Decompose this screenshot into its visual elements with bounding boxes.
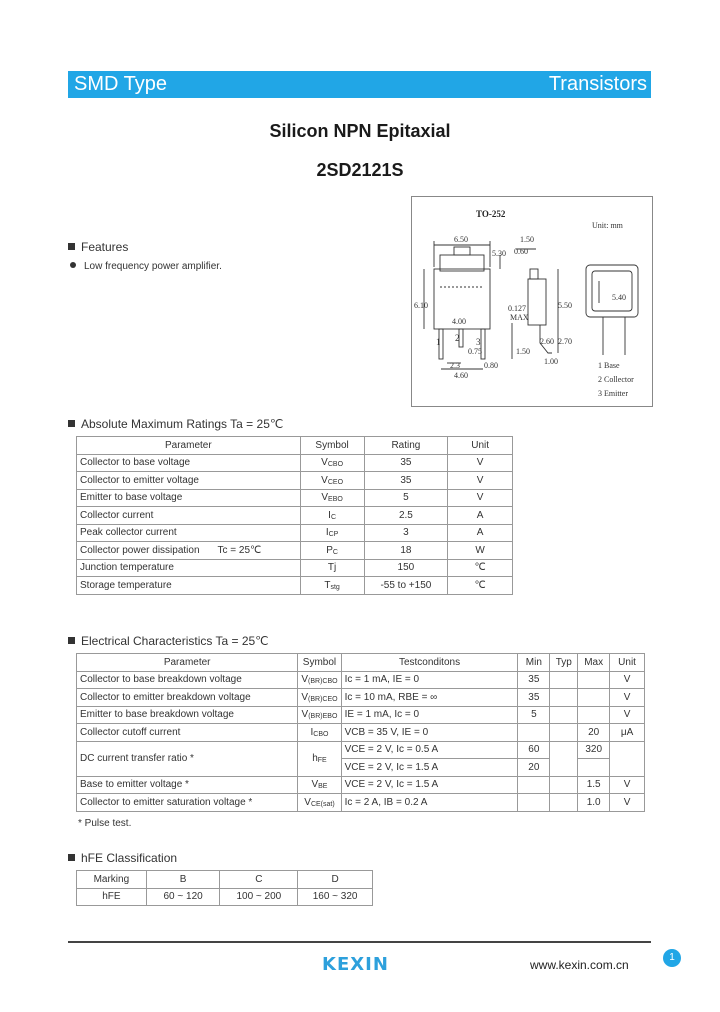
rating-cell: 150: [364, 559, 448, 577]
square-bullet-icon: [68, 637, 75, 644]
pin-number: 1: [436, 337, 441, 347]
symbol-cell: VCBO: [300, 454, 364, 472]
table-row: [77, 472, 513, 490]
dim-label: 5.40: [612, 293, 626, 302]
typ-cell: [550, 671, 578, 689]
param-cell: Junction temperature: [77, 559, 301, 577]
dim-label: 4.00: [452, 317, 466, 326]
hfe-cell: 160 ~ 320: [298, 888, 373, 906]
dim-label: 1.50: [516, 347, 530, 356]
min-cell: 60: [518, 741, 550, 759]
elec-table: [76, 653, 645, 812]
symbol-cell: Tj: [300, 559, 364, 577]
dim-label: 0.75: [468, 347, 482, 356]
param-cell: Base to emitter voltage *: [77, 776, 298, 794]
symbol-cell: PC: [300, 542, 364, 560]
table-row: [77, 542, 513, 560]
dim-label: 6.50: [454, 235, 468, 244]
param-cell: Collector to base breakdown voltage: [77, 671, 298, 689]
param-cell: Collector to emitter saturation voltage *: [77, 794, 298, 812]
dim-label: 0.60: [514, 247, 528, 256]
table-row: [77, 724, 645, 742]
table-row: [77, 507, 513, 525]
param-cell: Collector to emitter breakdown voltage: [77, 689, 298, 707]
table-row: [77, 524, 513, 542]
table-row: [77, 776, 645, 794]
abs-max-heading: Absolute Maximum Ratings Ta = 25℃: [68, 417, 283, 431]
header-left: SMD Type: [74, 73, 167, 95]
hfe-cell: 100 ~ 200: [220, 888, 298, 906]
package-name: TO-252: [476, 209, 506, 219]
unit-cell: ℃: [448, 577, 513, 595]
rating-cell: 35: [364, 454, 448, 472]
unit-label: Unit: mm: [592, 221, 623, 230]
column-header: Min: [518, 654, 550, 672]
param-cell: Emitter to base breakdown voltage: [77, 706, 298, 724]
table-row: [77, 671, 645, 689]
typ-cell: [550, 741, 578, 776]
feature-item: Low frequency power amplifier.: [70, 261, 222, 272]
header-bar: [68, 71, 651, 98]
dim-label: 0.80: [484, 361, 498, 370]
square-bullet-icon: [68, 420, 75, 427]
part-number: 2SD2121S: [316, 160, 404, 180]
max-cell: 20: [578, 724, 610, 742]
dim-label: 1.00: [544, 357, 558, 366]
max-cell: [578, 689, 610, 707]
min-cell: 20: [518, 759, 550, 777]
typ-cell: [550, 706, 578, 724]
unit-cell: W: [448, 542, 513, 560]
hfe-table: [76, 870, 373, 906]
symbol-cell: hFE: [298, 741, 341, 776]
symbol-cell: VBE: [298, 776, 341, 794]
pin-number: 3: [476, 337, 481, 347]
pin-legend: 3 Emitter: [598, 389, 628, 398]
table-header-row: [77, 437, 513, 455]
page-number-badge: 1: [663, 949, 681, 967]
pin-legend: 2 Collector: [598, 375, 634, 384]
condition-cell: Ic = 1 mA, IE = 0: [341, 671, 518, 689]
table-row: [77, 489, 513, 507]
unit-cell: ℃: [448, 559, 513, 577]
column-header: Parameter: [77, 437, 301, 455]
abs-max-table: [76, 436, 513, 595]
param-cell: Storage temperature: [77, 577, 301, 595]
hfe-cell: C: [220, 871, 298, 889]
max-cell: 320: [578, 741, 610, 759]
column-header: Symbol: [298, 654, 341, 672]
dim-label: MAX: [510, 313, 529, 322]
column-header: Parameter: [77, 654, 298, 672]
param-cell: Collector to emitter voltage: [77, 472, 301, 490]
table-header-row: [77, 871, 373, 889]
min-cell: [518, 724, 550, 742]
symbol-cell: IC: [300, 507, 364, 525]
unit-cell: V: [448, 454, 513, 472]
dim-label: 4.60: [454, 371, 468, 380]
pin-legend: 1 Base: [598, 361, 620, 370]
typ-cell: [550, 724, 578, 742]
symbol-cell: VCE(sat): [298, 794, 341, 812]
hfe-heading: hFE Classification: [68, 851, 177, 865]
param-cell: DC current transfer ratio *: [77, 741, 298, 776]
min-cell: [518, 776, 550, 794]
typ-cell: [550, 689, 578, 707]
symbol-cell: V(BR)CEO: [298, 689, 341, 707]
table-row: [77, 559, 513, 577]
website-url[interactable]: www.kexin.com.cn: [530, 958, 629, 972]
min-cell: 35: [518, 689, 550, 707]
dim-label: 2.60: [540, 337, 554, 346]
square-bullet-icon: [68, 243, 75, 250]
symbol-cell: ICP: [300, 524, 364, 542]
condition-cell: VCE = 2 V, Ic = 1.5 A: [341, 759, 518, 777]
table-row: [77, 689, 645, 707]
unit-cell: V: [610, 671, 645, 689]
min-cell: 35: [518, 671, 550, 689]
min-cell: 5: [518, 706, 550, 724]
hfe-cell: B: [146, 871, 220, 889]
condition-cell: VCE = 2 V, Ic = 0.5 A: [341, 741, 518, 759]
rating-cell: 5: [364, 489, 448, 507]
kexin-logo: KEXIN: [322, 954, 389, 975]
dim-label: 6.10: [414, 301, 428, 310]
table-row: [77, 741, 645, 759]
hfe-cell: Marking: [77, 871, 147, 889]
column-header: Unit: [448, 437, 513, 455]
dim-label: 5.30: [492, 249, 506, 258]
max-cell: 1.0: [578, 794, 610, 812]
unit-cell: μA: [610, 724, 645, 742]
condition-cell: VCE = 2 V, Ic = 1.5 A: [341, 776, 518, 794]
symbol-cell: Tstg: [300, 577, 364, 595]
elec-heading: Electrical Characteristics Ta = 25℃: [68, 634, 269, 648]
rating-cell: 35: [364, 472, 448, 490]
symbol-cell: VEBO: [300, 489, 364, 507]
dim-label: 5.50: [558, 301, 572, 310]
condition-cell: VCB = 35 V, IE = 0: [341, 724, 518, 742]
table-row: [77, 888, 373, 906]
dim-label: 1.50: [520, 235, 534, 244]
column-header: Rating: [364, 437, 448, 455]
table-header-row: [77, 654, 645, 672]
typ-cell: [550, 794, 578, 812]
condition-cell: Ic = 10 mA, RBE = ∞: [341, 689, 518, 707]
package-drawing: [411, 196, 653, 407]
features-heading: Features: [68, 240, 128, 254]
square-bullet-icon: [68, 854, 75, 861]
pulse-test-note: * Pulse test.: [78, 818, 132, 829]
unit-cell: V: [448, 489, 513, 507]
param-cell: Emitter to base voltage: [77, 489, 301, 507]
footer-divider: [68, 941, 651, 943]
unit-cell: V: [610, 689, 645, 707]
unit-cell: V: [610, 776, 645, 794]
dim-label: 2.70: [558, 337, 572, 346]
param-cell: Peak collector current: [77, 524, 301, 542]
hfe-cell: hFE: [77, 888, 147, 906]
hfe-cell: 60 ~ 120: [146, 888, 220, 906]
unit-cell: V: [610, 706, 645, 724]
column-header: Typ: [550, 654, 578, 672]
rating-cell: 3: [364, 524, 448, 542]
unit-cell: V: [610, 794, 645, 812]
header-right: Transistors: [548, 73, 647, 95]
dot-bullet-icon: [70, 262, 76, 268]
dim-label: 0.127: [508, 304, 526, 313]
unit-cell: [610, 741, 645, 776]
symbol-cell: VCEO: [300, 472, 364, 490]
doc-title: Silicon NPN Epitaxial: [269, 121, 451, 141]
column-header: Unit: [610, 654, 645, 672]
unit-cell: A: [448, 507, 513, 525]
unit-cell: A: [448, 524, 513, 542]
condition-cell: IE = 1 mA, Ic = 0: [341, 706, 518, 724]
max-cell: 1.5: [578, 776, 610, 794]
column-header: Symbol: [300, 437, 364, 455]
max-cell: [578, 759, 610, 777]
param-cell: Collector to base voltage: [77, 454, 301, 472]
rating-cell: 18: [364, 542, 448, 560]
hfe-cell: D: [298, 871, 373, 889]
param-cell: Collector power dissipation Tc = 25℃: [77, 542, 301, 560]
param-cell: Collector current: [77, 507, 301, 525]
table-row: [77, 577, 513, 595]
pin-number: 2: [455, 333, 460, 343]
rating-cell: 2.5: [364, 507, 448, 525]
max-cell: [578, 706, 610, 724]
min-cell: [518, 794, 550, 812]
table-row: [77, 454, 513, 472]
param-cell: Collector cutoff current: [77, 724, 298, 742]
dim-label: 2.3: [450, 361, 460, 370]
unit-cell: V: [448, 472, 513, 490]
max-cell: [578, 671, 610, 689]
column-header: Testconditons: [341, 654, 518, 672]
symbol-cell: V(BR)CBO: [298, 671, 341, 689]
rating-cell: -55 to +150: [364, 577, 448, 595]
table-row: [77, 794, 645, 812]
table-row: [77, 706, 645, 724]
typ-cell: [550, 776, 578, 794]
symbol-cell: V(BR)EBO: [298, 706, 341, 724]
condition-cell: Ic = 2 A, IB = 0.2 A: [341, 794, 518, 812]
symbol-cell: ICBO: [298, 724, 341, 742]
column-header: Max: [578, 654, 610, 672]
